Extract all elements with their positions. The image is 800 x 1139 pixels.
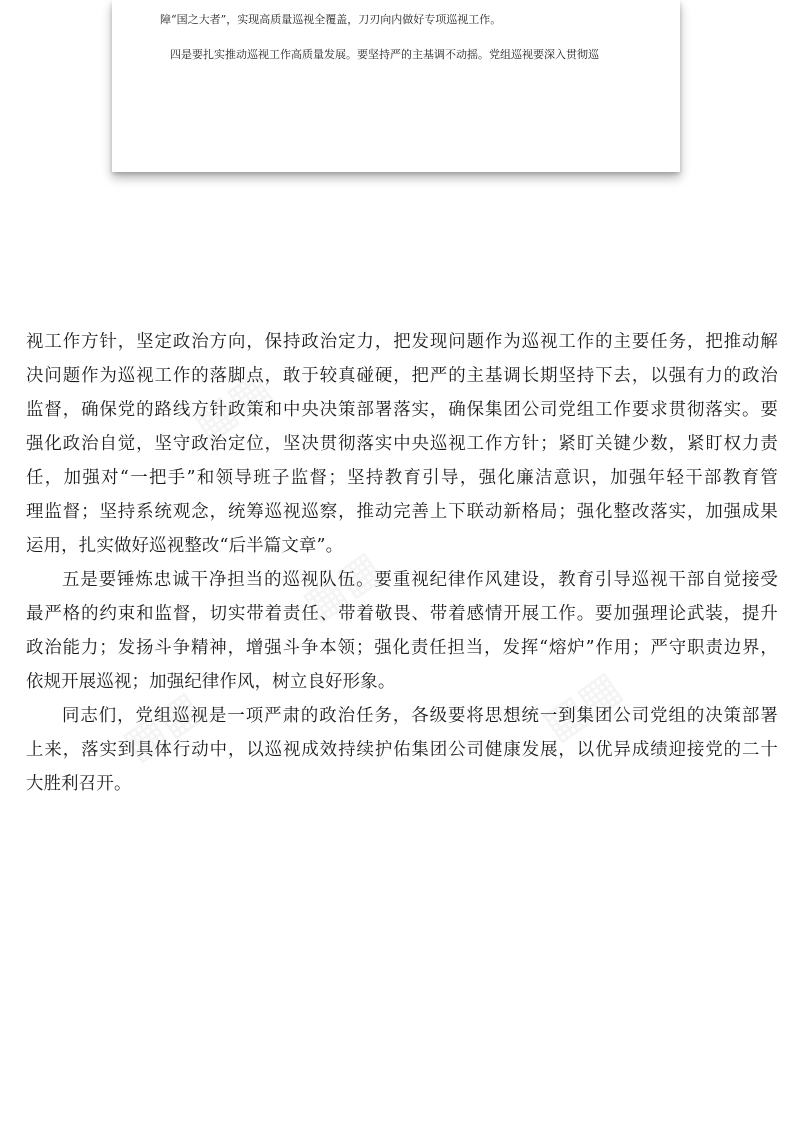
watermark-mark: ▦▦: [532, 660, 631, 751]
text-line: 政治能力；发扬斗争精神，增强斗争本领；强化责任担当，发挥“熔炉”作用；严守职责边界，: [26, 638, 778, 658]
text-line: 最严格的约束和监督，切实带着责任、带着敬畏、带着感情开展工作。要加强理论武装，提升: [26, 604, 778, 624]
text-line: 决问题作为巡视工作的落脚点，敢于较真碰硬，把严的主基调长期坚持下去，以强有力的政治: [26, 366, 778, 386]
text-line: 依规开展巡视；加强纪律作风，树立良好形象。: [26, 672, 396, 692]
text-line: 五是要锤炼忠诚干净担当的巡视队伍。要重视纪律作风建设，教育引导巡视干部自觉接受: [62, 570, 778, 590]
text-line: 理监督；坚持系统观念，统筹巡视巡察，推动完善上下联动新格局；强化整改落实，加强成果: [26, 502, 778, 522]
text-line: 监督，确保党的路线方针政策和中央决策部署落实，确保集团公司党组工作要求贯彻落实。要: [26, 400, 778, 420]
text-line: 强化政治自觉，坚守政治定位，坚决贯彻落实中央巡视工作方针；紧盯关键少数，紧盯权力责: [26, 434, 778, 454]
text-line: 同志们，党组巡视是一项严肃的政治任务，各级要将思想统一到集团公司党组的决策部署: [62, 706, 778, 726]
watermark-mark: ▦▦: [112, 680, 211, 771]
paragraph-1: [26, 325, 778, 563]
document-body: [26, 325, 778, 801]
text-line: 运用，扎实做好巡视整改“后半篇文章”。: [26, 536, 344, 556]
text-line: 任，加强对“一把手”和领导班子监督；坚持教育引导，强化廉洁意识，加强年轻干部教育管: [26, 468, 778, 488]
preview-line-1: 障“国之大者”，实现高质量巡视全覆盖，刀刃向内做好专项巡视工作。: [160, 13, 502, 26]
watermark-mark: ▦▦: [182, 360, 281, 451]
text-line: 视工作方针，坚定政治方向，保持政治定力，把发现问题作为巡视工作的主要任务，把推动解: [26, 332, 778, 352]
paragraph-2: [26, 563, 778, 699]
text-line: 大胜利召开。: [26, 774, 132, 794]
text-line: 上来，落实到具体行动中，以巡视成效持续护佑集团公司健康发展，以优异成绩迎接党的二十: [26, 740, 778, 760]
preview-line-2: 四是要扎实推动巡视工作高质量发展。要坚持严的主基调不动摇。党组巡视要深入贯彻巡: [170, 48, 599, 61]
watermark-mark: ▦▦: [292, 540, 391, 631]
page-preview-card: [112, 0, 680, 172]
paragraph-3: [26, 699, 778, 801]
